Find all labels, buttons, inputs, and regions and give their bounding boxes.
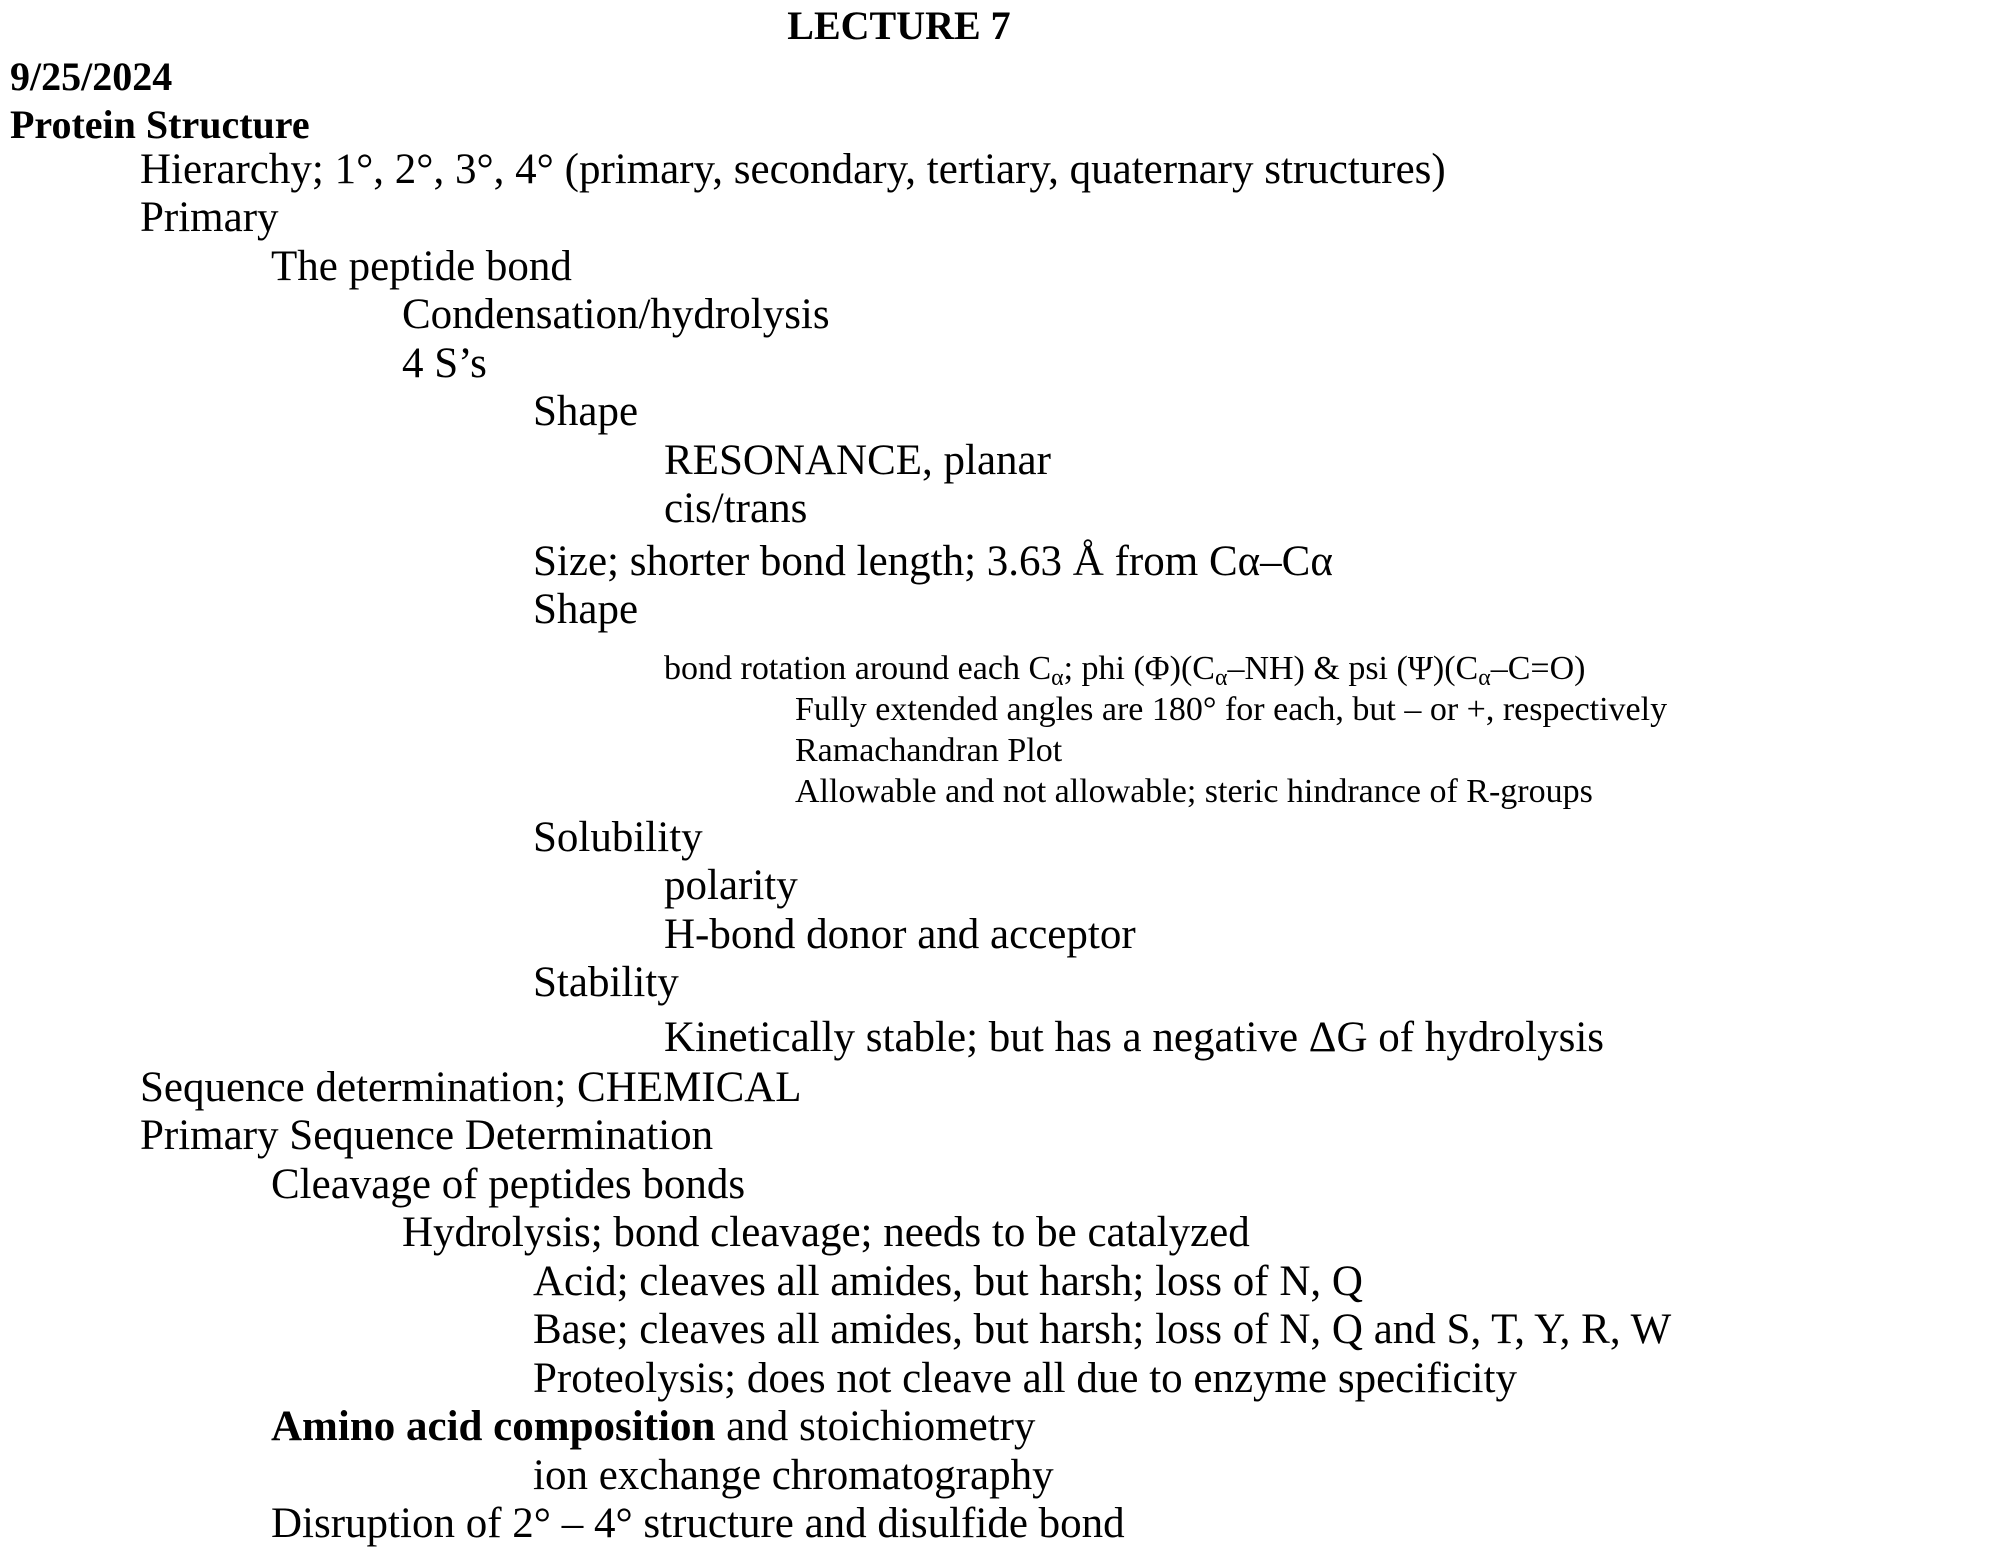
rotation-text-d: –C=O) bbox=[1490, 650, 1586, 687]
outline-line-shape-2: Shape bbox=[533, 586, 639, 633]
amino-acid-composition-bold: Amino acid composition bbox=[271, 1403, 716, 1450]
outline-line-acid: Acid; cleaves all amides, but harsh; loss of N, Q bbox=[533, 1258, 1363, 1305]
outline-line-hierarchy: Hierarchy; 1°, 2°, 3°, 4° (primary, secondary, tertiary, quaternary structures) bbox=[140, 146, 1446, 193]
outline-line-condensation: Condensation/hydrolysis bbox=[402, 291, 830, 338]
outline-line-kinetic: Kinetically stable; but has a negative ΔG of hydrolysis bbox=[664, 1014, 1604, 1061]
outline-line-cleavage: Cleavage of peptides bonds bbox=[271, 1161, 746, 1208]
outline-line-resonance: RESONANCE, planar bbox=[664, 437, 1051, 484]
lecture-date: 9/25/2024 bbox=[10, 54, 173, 99]
outline-line-ramachandran: Ramachandran Plot bbox=[795, 732, 1063, 769]
outline-line-size: Size; shorter bond length; 3.63 Å from Cα–Cα bbox=[533, 538, 1333, 585]
outline-line-four-s: 4 S’s bbox=[402, 340, 487, 387]
amino-acid-composition-rest: and stoichiometry bbox=[715, 1403, 1036, 1450]
outline-line-primary: Primary bbox=[140, 194, 279, 241]
lecture-title: LECTURE 7 bbox=[787, 3, 1011, 48]
rotation-text-a: bond rotation around each C bbox=[664, 650, 1052, 687]
outline-line-polarity: polarity bbox=[664, 862, 798, 909]
outline-line-cis-trans: cis/trans bbox=[664, 485, 808, 532]
outline-line-extended-angles: Fully extended angles are 180° for each, but – or +, respectively bbox=[795, 691, 1668, 728]
outline-line-solubility: Solubility bbox=[533, 814, 703, 861]
outline-line-primary-sequence: Primary Sequence Determination bbox=[140, 1112, 714, 1159]
outline-line-disruption: Disruption of 2° – 4° structure and disulfide bond bbox=[271, 1500, 1125, 1547]
outline-line-bond-rotation bbox=[664, 650, 1586, 691]
alpha-subscript: α bbox=[1051, 664, 1064, 691]
outline-line-base: Base; cleaves all amides, but harsh; loss of N, Q and S, T, Y, R, W bbox=[533, 1306, 1672, 1353]
outline-line-stability: Stability bbox=[533, 959, 679, 1006]
outline-line-peptide-bond: The peptide bond bbox=[271, 243, 572, 290]
outline-line-ion-exchange: ion exchange chromatography bbox=[533, 1452, 1054, 1499]
section-heading: Protein Structure bbox=[10, 102, 310, 147]
outline-line-proteolysis: Proteolysis; does not cleave all due to enzyme specificity bbox=[533, 1355, 1517, 1402]
outline-line-amino-acid-composition bbox=[271, 1405, 1035, 1448]
outline-line-shape: Shape bbox=[533, 388, 639, 435]
rotation-text-c: –NH) & psi (Ψ)(C bbox=[1227, 650, 1479, 687]
outline-line-allowable: Allowable and not allowable; steric hindrance of R-groups bbox=[795, 773, 1593, 810]
alpha-subscript: α bbox=[1214, 664, 1228, 691]
outline-line-hydrolysis: Hydrolysis; bond cleavage; needs to be catalyzed bbox=[402, 1209, 1250, 1256]
outline-line-hbond: H-bond donor and acceptor bbox=[664, 911, 1136, 958]
rotation-text-b: ; phi (Φ)(C bbox=[1063, 650, 1215, 687]
outline-line-sequence-determination: Sequence determination; CHEMICAL bbox=[140, 1064, 802, 1111]
alpha-subscript: α bbox=[1478, 664, 1491, 691]
